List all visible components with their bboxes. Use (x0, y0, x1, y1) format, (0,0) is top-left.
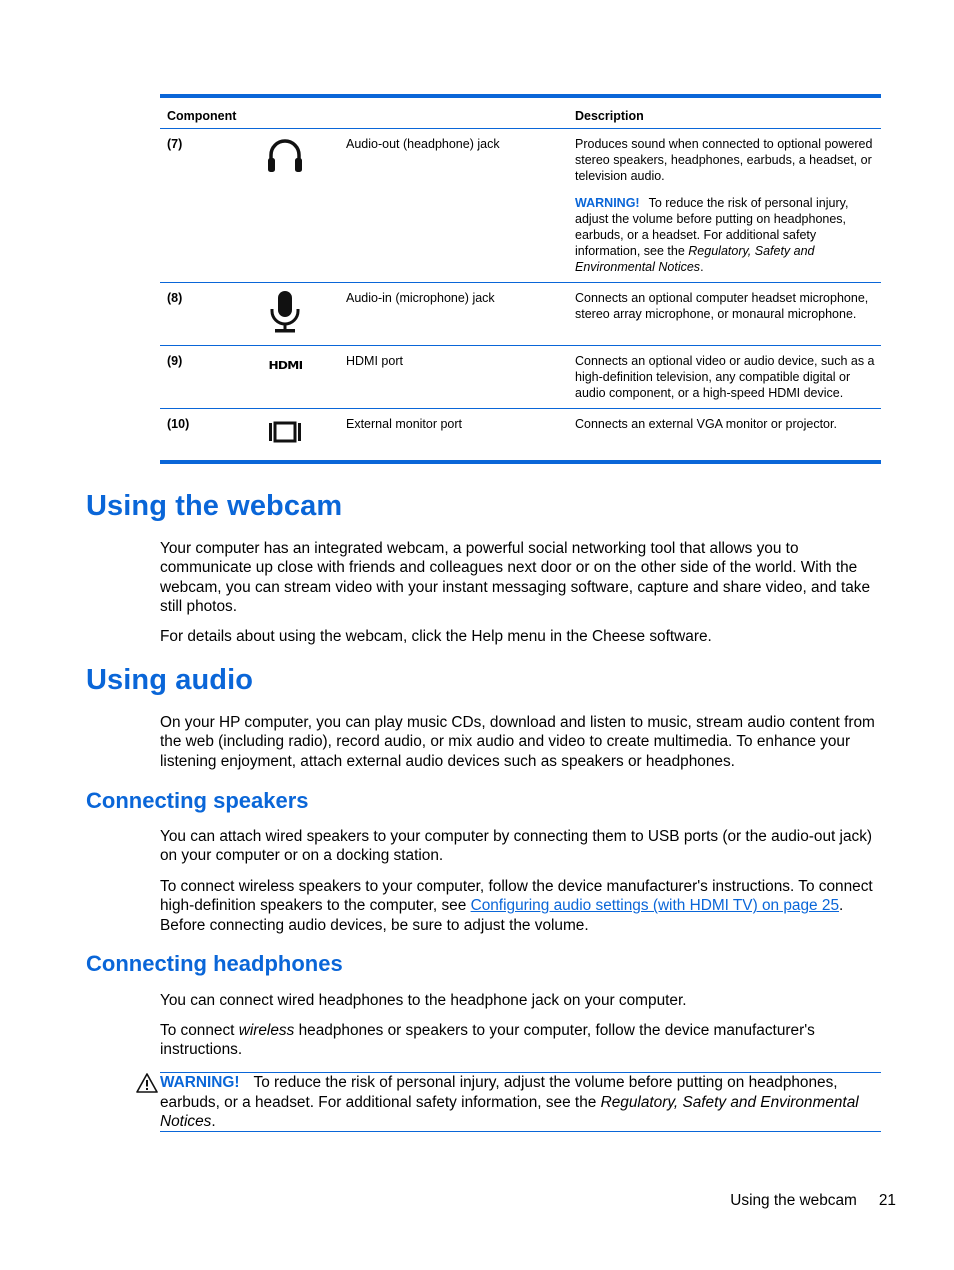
page-number: 21 (878, 1192, 896, 1209)
component-description: Connects an optional computer headset microphone, stereo array microphone, or monaural microphone. (575, 291, 869, 321)
description-text: Produces sound when connected to optional powered stereo speakers, headphones, earbuds, a headset, or television audio. (575, 137, 873, 183)
microphone-icon (260, 289, 310, 335)
table-row (160, 129, 881, 283)
configuring-audio-link[interactable]: Configuring audio settings (with HDMI TV) on page 25 (470, 897, 840, 915)
heading-connecting-speakers: Connecting speakers (86, 788, 309, 813)
warning-note: WARNING! To reduce the risk of personal injury, adjust the volume before putting on headphones, earbuds, or a headset. For additional safety information, see the Regulatory, Safety and Environmental Notices. (575, 196, 849, 274)
webcam-paragraph: Your computer has an integrated webcam, a powerful social networking tool that allows you to communicate up close with friends and colleagues next door or on the other side of the world. With the webcam, you can stream video with your instant messaging software, capture and share video, and take still photos. (160, 540, 871, 615)
component-name: HDMI port (346, 354, 403, 368)
audio-paragraph: On your HP computer, you can play music CDs, download and listen to music, stream audio content from the web (including radio), record audio, or mix audio and video to create multimedia. To enhance your listening enjoyment, attach external audio devices such as speakers or headphones. (160, 714, 875, 770)
warning-triangle-icon (136, 1073, 158, 1093)
heading-connecting-headphones: Connecting headphones (86, 951, 343, 976)
table-row (160, 346, 881, 409)
warning-text: WARNING! To reduce the risk of personal injury, adjust the volume before putting on headphones, earbuds, or a headset. For additional safety information, see the Regulatory, Safety and Environmental Notices. (160, 1074, 859, 1130)
heading-using-webcam: Using the webcam (86, 490, 343, 522)
hdmi-icon: HDMI (267, 359, 303, 372)
row-number: (9) (167, 354, 183, 368)
header-component: Component (167, 109, 237, 123)
table-row (160, 283, 881, 346)
webcam-help-paragraph: For details about using the webcam, click the Help menu in the Cheese software. (160, 628, 712, 645)
headphones-wireless-paragraph: To connect wireless headphones or speakers to your computer, follow the device manufacturer's instructions. (160, 1022, 815, 1059)
headphones-paragraph: You can connect wired headphones to the headphone jack on your computer. (160, 992, 687, 1009)
component-name: Audio-in (microphone) jack (346, 291, 495, 305)
component-name: External monitor port (346, 417, 463, 431)
component-table (160, 94, 881, 464)
speakers-paragraph: You can attach wired speakers to your computer by connecting them to USB ports (or the audio-out jack) on your computer or on a docking station. (160, 828, 873, 865)
row-number: (10) (167, 417, 190, 431)
page-footer (730, 1192, 896, 1210)
component-description: Connects an external VGA monitor or projector. (575, 417, 837, 431)
warning-label: WARNING! (575, 196, 640, 210)
headphone-icon (260, 135, 310, 181)
warning-label: WARNING! (160, 1074, 240, 1091)
header-description: Description (575, 109, 644, 123)
vga-monitor-icon (260, 421, 310, 467)
component-name: Audio-out (headphone) jack (346, 137, 500, 151)
warning-text: To reduce the risk of personal injury, adjust the volume before putting on headphones, earbuds, or a headset. For additional safety information, see the (575, 196, 849, 258)
row-number: (7) (167, 137, 183, 151)
table-header (160, 98, 881, 129)
speakers-wireless-paragraph: To connect wireless speakers to your computer, follow the device manufacturer's instructions. To connect high-definition speakers to the computer, see Configuring audio settings (with HDMI TV) on page 25. Before connecting audio devices, be sure to adjust the volume. (160, 878, 873, 934)
warning-italic: Regulatory, Safety and Environmental Notices (575, 244, 815, 274)
warning-box (160, 1072, 881, 1132)
table-row (160, 409, 881, 460)
heading-using-audio: Using audio (86, 664, 254, 696)
row-number: (8) (167, 291, 183, 305)
footer-section-title: Using the webcam (730, 1192, 857, 1209)
component-description (575, 136, 875, 286)
component-description: Connects an optional video or audio device, such as a high-definition television, any compatible digital or audio component, or a high-speed HDMI device. (575, 354, 875, 400)
